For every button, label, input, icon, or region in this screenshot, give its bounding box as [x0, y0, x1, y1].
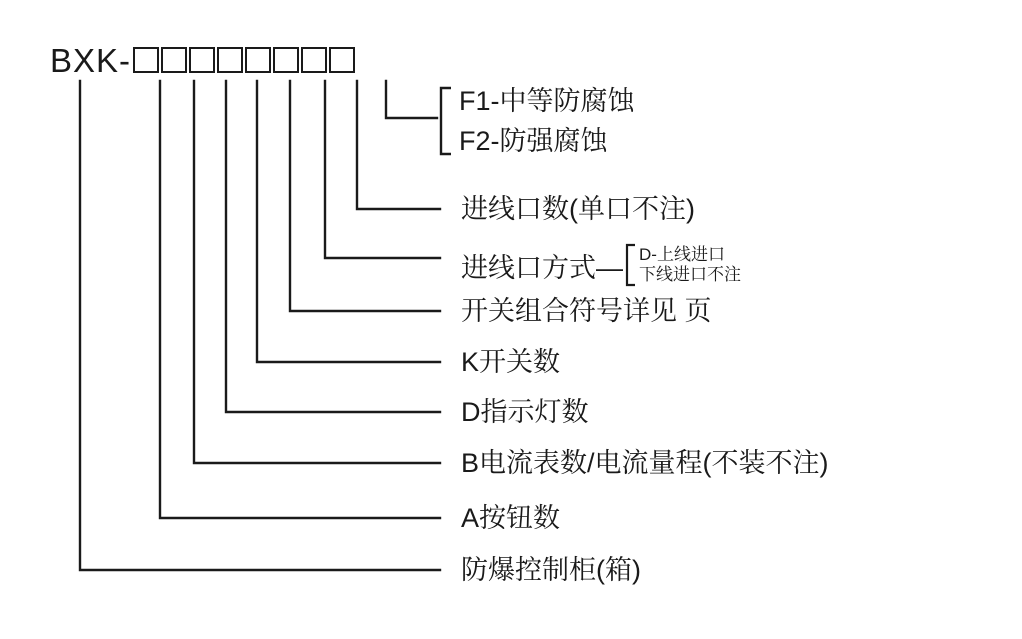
ammeter-label: B电流表数/电流量程(不装不注) — [461, 448, 829, 478]
bracket-icon — [437, 86, 453, 156]
inlet-mode-option-2-label: 下线进口不注 — [639, 265, 741, 284]
corrosion-option-2-label: F2-防强腐蚀 — [459, 126, 608, 156]
corrosion-option-1-label: F1-中等防腐蚀 — [459, 85, 635, 116]
corrosion-bracket-group — [437, 86, 635, 156]
model-code-prefix: BXK- — [50, 41, 132, 79]
button-count-label: A按钮数 — [461, 503, 561, 533]
switch-combination-label: 开关组合符号详见 页 — [461, 296, 712, 326]
inlet-mode-option-1-label: D-上线进口 — [639, 244, 725, 264]
inlet-count-label: 进线口数(单口不注) — [461, 194, 695, 224]
product-label: 防爆控制柜(箱) — [461, 555, 641, 585]
inlet-mode-group — [461, 243, 741, 287]
bracket-icon — [624, 243, 637, 287]
switch-count-label: K开关数 — [461, 347, 561, 377]
inlet-mode-label: 进线口方式— — [461, 252, 623, 283]
indicator-count-label: D指示灯数 — [461, 397, 589, 427]
